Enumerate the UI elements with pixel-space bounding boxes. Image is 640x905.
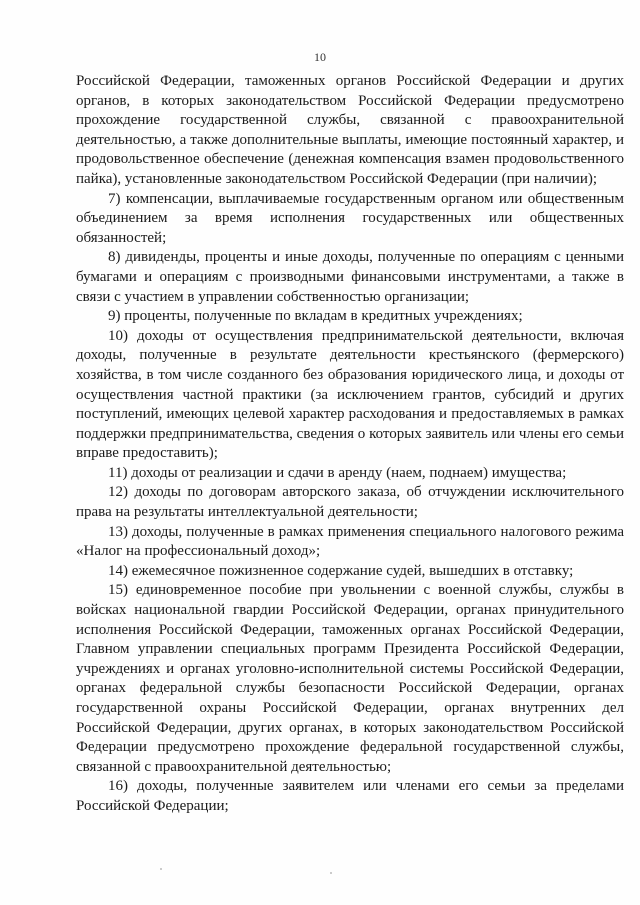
paragraph-item-11: 11) доходы от реализации и сдачи в аренду (наем, поднаем) имущества; (108, 464, 567, 481)
paragraph-item-14: 14) ежемесячное пожизненное содержание судей, вышедших в отставку; (108, 562, 574, 579)
paragraph-item-10: 10) доходы от осуществления предпринимательской деятельности, включая доходы, полученные в результате деятельности крестьянского (фермерского) хозяйства, в том числе созданного без образования юридического лица, и доходы от осуществления частной практики (за исключением грантов, субсидий и других поступлений, имеющих целевой характер расходования и предоставляемых в рамках поддержки предпринимательства, сведения о которых заявитель или члены его семьи вправе предоставить); (76, 327, 624, 462)
paragraph-item-13: 13) доходы, полученные в рамках применения специального налогового режима «Налог на профессиональный доход»; (76, 523, 624, 560)
paragraph-item-9: 9) проценты, полученные по вкладам в кредитных учреждениях; (108, 308, 523, 325)
paragraph-item-16: 16) доходы, полученные заявителем или членами его семьи за пределами Российской Федерации; (76, 778, 624, 814)
document-body (76, 72, 624, 817)
paragraph-item-15: 15) единовременное пособие при увольнении с военной службы, службы в войсках национальной гвардии Российской Федерации, органах принудительного исполнения Российской Федерации, таможенных органах Российской Федерации, Главном управлении специальных программ Президента Российской Федерации, учреждениях и органах уголовно-исполнительной системы Российской Федерации, органах федеральной службы безопасности Российской Федерации, органах государственной охраны Российской Федерации, органах внутренних дел Российской Федерации, других органах, в которых законодательством Российской Федерации предусмотрено прохождение федеральной государственной службы, связанной с правоохранительной деятельностью; (76, 582, 624, 775)
paragraph-continuation: Российской Федерации, таможенных органов Российской Федерации и других органов, в которых законодательством Российской Федерации предусмотрено прохождение государственной службы, связанной с правоохранительной деятельностью, а также дополнительные выплаты, имеющие постоянный характер, и продовольственное обеспечение (денежная компенсация взамен продовольственного пайка), установленные законодательством Российской Федерации (при наличии); (76, 73, 624, 187)
scan-speck (330, 872, 332, 874)
paragraph-item-12: 12) доходы по договорам авторского заказа, об отчуждении исключительного права на результаты интеллектуальной деятельности; (76, 484, 624, 521)
page-number: 10 (314, 50, 326, 64)
scan-speck (160, 868, 162, 870)
paragraph-item-8: 8) дивиденды, проценты и иные доходы, полученные по операциям с ценными бумагами и операциям с производными финансовыми инструментами, а также в связи с участием в управлении собственностью организации; (76, 249, 624, 305)
paragraph-item-7: 7) компенсации, выплачиваемые государственным органом или общественным объединением за время исполнения государственных или общественных обязанностей; (76, 190, 624, 246)
